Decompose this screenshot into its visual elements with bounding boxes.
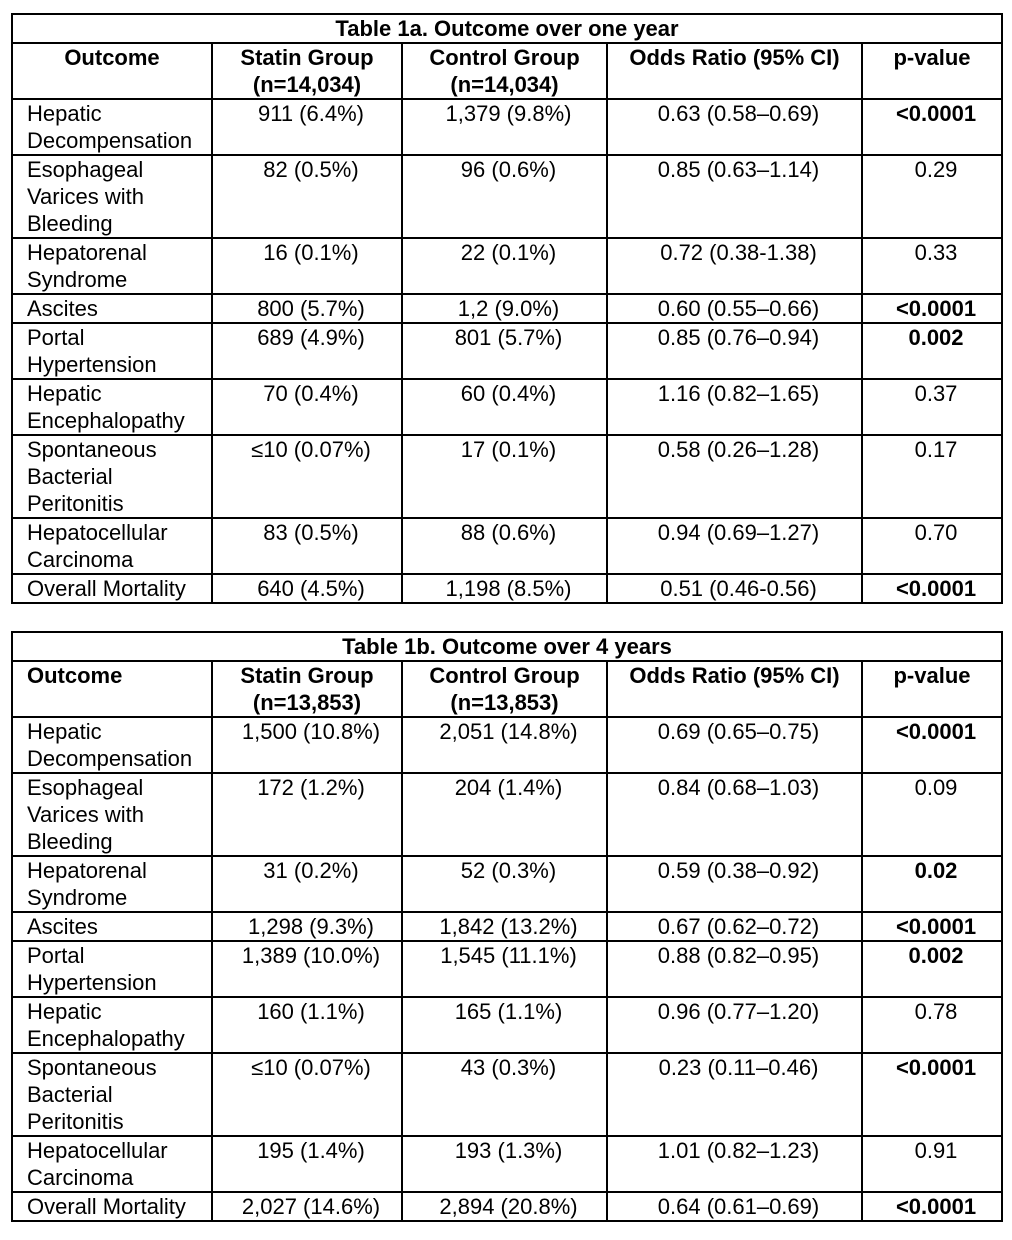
p-value-cell: <0.0001 — [862, 1053, 1002, 1136]
odds-ratio-cell: 0.85 (0.76–0.94) — [607, 323, 862, 379]
odds-ratio-cell: 0.23 (0.11–0.46) — [607, 1053, 862, 1136]
p-value-cell: 0.78 — [862, 997, 1002, 1053]
control-cell: 1,842 (13.2%) — [402, 912, 607, 941]
outcome-cell: Spontaneous Bacterial Peritonitis — [12, 435, 212, 518]
header-line: (n=14,034) — [450, 72, 559, 97]
outcome-cell: Overall Mortality — [12, 574, 212, 603]
odds-ratio-cell: 0.51 (0.46-0.56) — [607, 574, 862, 603]
control-cell: 1,379 (9.8%) — [402, 99, 607, 155]
p-value-cell: <0.0001 — [862, 99, 1002, 155]
odds-ratio-cell: 0.84 (0.68–1.03) — [607, 773, 862, 856]
statin-cell: 2,027 (14.6%) — [212, 1192, 402, 1221]
table-row — [12, 518, 1002, 574]
outcome-table-four-years — [11, 631, 1003, 1222]
header-line: (n=13,853) — [450, 690, 559, 715]
table-row — [12, 856, 1002, 912]
outcome-table-one-year — [11, 13, 1003, 604]
p-value-cell: 0.002 — [862, 323, 1002, 379]
control-cell: 43 (0.3%) — [402, 1053, 607, 1136]
statin-cell: ≤10 (0.07%) — [212, 1053, 402, 1136]
statin-cell: ≤10 (0.07%) — [212, 435, 402, 518]
column-header-statin — [212, 43, 402, 99]
statin-cell: 800 (5.7%) — [212, 294, 402, 323]
table-caption: Table 1b. Outcome over 4 years — [12, 632, 1002, 661]
table-caption: Table 1a. Outcome over one year — [12, 14, 1002, 43]
table-row — [12, 323, 1002, 379]
control-cell: 2,051 (14.8%) — [402, 717, 607, 773]
p-value-cell: 0.002 — [862, 941, 1002, 997]
outcome-cell: Ascites — [12, 294, 212, 323]
odds-ratio-cell: 0.64 (0.61–0.69) — [607, 1192, 862, 1221]
table-row — [12, 941, 1002, 997]
column-header-odds-ratio: Odds Ratio (95% CI) — [607, 661, 862, 717]
control-cell: 193 (1.3%) — [402, 1136, 607, 1192]
p-value-cell: 0.09 — [862, 773, 1002, 856]
outcome-cell: Overall Mortality — [12, 1192, 212, 1221]
header-line: Control Group — [429, 663, 580, 688]
statin-cell: 83 (0.5%) — [212, 518, 402, 574]
header-line: (n=13,853) — [252, 690, 362, 715]
table-row — [12, 997, 1002, 1053]
odds-ratio-cell: 0.67 (0.62–0.72) — [607, 912, 862, 941]
odds-ratio-cell: 0.63 (0.58–0.69) — [607, 99, 862, 155]
odds-ratio-cell: 0.59 (0.38–0.92) — [607, 856, 862, 912]
control-cell: 1,198 (8.5%) — [402, 574, 607, 603]
control-cell: 801 (5.7%) — [402, 323, 607, 379]
odds-ratio-cell: 0.69 (0.65–0.75) — [607, 717, 862, 773]
control-cell: 165 (1.1%) — [402, 997, 607, 1053]
control-cell: 22 (0.1%) — [402, 238, 607, 294]
table-row — [12, 155, 1002, 238]
outcome-cell: Esophageal Varices with Bleeding — [12, 773, 212, 856]
table-row — [12, 99, 1002, 155]
p-value-cell: <0.0001 — [862, 1192, 1002, 1221]
control-cell: 60 (0.4%) — [402, 379, 607, 435]
p-value-cell: <0.0001 — [862, 912, 1002, 941]
control-cell: 204 (1.4%) — [402, 773, 607, 856]
table-row — [12, 773, 1002, 856]
control-cell: 1,2 (9.0%) — [402, 294, 607, 323]
column-header-statin — [212, 661, 402, 717]
table-row — [12, 717, 1002, 773]
statin-cell: 160 (1.1%) — [212, 997, 402, 1053]
column-header-control — [402, 43, 607, 99]
p-value-cell: <0.0001 — [862, 294, 1002, 323]
column-header-p-value: p-value — [862, 661, 1002, 717]
control-cell: 52 (0.3%) — [402, 856, 607, 912]
column-header-outcome: Outcome — [12, 43, 212, 99]
header-line: Control Group — [429, 45, 580, 70]
outcome-cell: Hepatorenal Syndrome — [12, 238, 212, 294]
outcome-cell: Spontaneous Bacterial Peritonitis — [12, 1053, 212, 1136]
odds-ratio-cell: 0.96 (0.77–1.20) — [607, 997, 862, 1053]
odds-ratio-cell: 0.85 (0.63–1.14) — [607, 155, 862, 238]
odds-ratio-cell: 0.88 (0.82–0.95) — [607, 941, 862, 997]
table-row — [12, 379, 1002, 435]
statin-cell: 1,298 (9.3%) — [212, 912, 402, 941]
statin-cell: 172 (1.2%) — [212, 773, 402, 856]
statin-cell: 689 (4.9%) — [212, 323, 402, 379]
outcome-cell: Portal Hypertension — [12, 941, 212, 997]
control-cell: 96 (0.6%) — [402, 155, 607, 238]
statin-cell: 640 (4.5%) — [212, 574, 402, 603]
odds-ratio-cell: 0.58 (0.26–1.28) — [607, 435, 862, 518]
p-value-cell: 0.70 — [862, 518, 1002, 574]
table-row — [12, 912, 1002, 941]
outcome-cell: Hepatocellular Carcinoma — [12, 518, 212, 574]
p-value-cell: 0.91 — [862, 1136, 1002, 1192]
table-row — [12, 294, 1002, 323]
p-value-cell: <0.0001 — [862, 574, 1002, 603]
outcome-cell: Hepatocellular Carcinoma — [12, 1136, 212, 1192]
outcome-cell: Hepatic Decompensation — [12, 99, 212, 155]
odds-ratio-cell: 0.60 (0.55–0.66) — [607, 294, 862, 323]
outcome-cell: Hepatorenal Syndrome — [12, 856, 212, 912]
table-row — [12, 238, 1002, 294]
statin-cell: 195 (1.4%) — [212, 1136, 402, 1192]
table-row — [12, 1136, 1002, 1192]
outcome-cell: Hepatic Decompensation — [12, 717, 212, 773]
control-cell: 2,894 (20.8%) — [402, 1192, 607, 1221]
statin-cell: 911 (6.4%) — [212, 99, 402, 155]
odds-ratio-cell: 0.72 (0.38-1.38) — [607, 238, 862, 294]
outcome-cell: Portal Hypertension — [12, 323, 212, 379]
header-line: (n=14,034) — [252, 72, 362, 97]
outcome-cell: Hepatic Encephalopathy — [12, 379, 212, 435]
control-cell: 88 (0.6%) — [402, 518, 607, 574]
control-cell: 1,545 (11.1%) — [402, 941, 607, 997]
header-line: Statin Group — [240, 663, 374, 688]
outcome-cell: Ascites — [12, 912, 212, 941]
control-cell: 17 (0.1%) — [402, 435, 607, 518]
odds-ratio-cell: 0.94 (0.69–1.27) — [607, 518, 862, 574]
p-value-cell: 0.17 — [862, 435, 1002, 518]
table-row — [12, 1053, 1002, 1136]
outcome-cell: Hepatic Encephalopathy — [12, 997, 212, 1053]
column-header-control — [402, 661, 607, 717]
statin-cell: 1,389 (10.0%) — [212, 941, 402, 997]
table-row — [12, 1192, 1002, 1221]
p-value-cell: 0.37 — [862, 379, 1002, 435]
table-row — [12, 574, 1002, 603]
statin-cell: 70 (0.4%) — [212, 379, 402, 435]
statin-cell: 31 (0.2%) — [212, 856, 402, 912]
column-header-outcome: Outcome — [12, 661, 212, 717]
odds-ratio-cell: 1.01 (0.82–1.23) — [607, 1136, 862, 1192]
p-value-cell: 0.02 — [862, 856, 1002, 912]
header-line: Statin Group — [240, 45, 374, 70]
odds-ratio-cell: 1.16 (0.82–1.65) — [607, 379, 862, 435]
p-value-cell: 0.29 — [862, 155, 1002, 238]
p-value-cell: 0.33 — [862, 238, 1002, 294]
p-value-cell: <0.0001 — [862, 717, 1002, 773]
statin-cell: 16 (0.1%) — [212, 238, 402, 294]
outcome-cell: Esophageal Varices with Bleeding — [12, 155, 212, 238]
table-row — [12, 435, 1002, 518]
statin-cell: 1,500 (10.8%) — [212, 717, 402, 773]
statin-cell: 82 (0.5%) — [212, 155, 402, 238]
column-header-p-value: p-value — [862, 43, 1002, 99]
column-header-odds-ratio: Odds Ratio (95% CI) — [607, 43, 862, 99]
